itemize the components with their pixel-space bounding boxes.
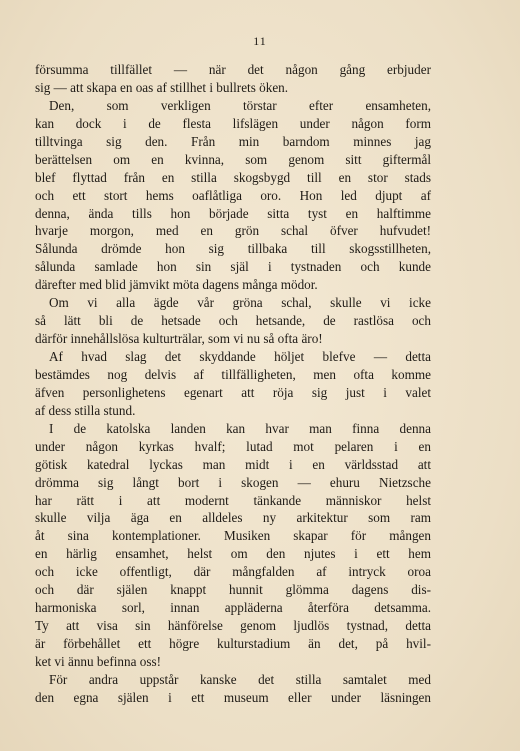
text-line: har rätt i att modernt tänkande människor helst (35, 492, 431, 508)
text-line: därför innehållslösa kulturträlar, som vi nu så ofta äro! (35, 331, 323, 347)
text-line: berättelsen om en kvinna, som genom sitt giftermål (35, 151, 431, 167)
text-line: harmoniska sorl, innan appläderna återföra detsamma. (35, 600, 431, 616)
page-number: 11 (253, 34, 267, 48)
text-line: äfven personlighetens egenart att röja sig just i valet (35, 384, 431, 400)
text-line: sålunda samlade hon sin själ i tystnaden och kunde (35, 259, 431, 275)
text-line: är förbehållet ett högre kulturstadium än det, på hvil- (35, 636, 431, 651)
text-line: en härlig ensamhet, helst om den njutes i ett hem (35, 546, 431, 562)
text-line: ket vi ännu befinna oss! (35, 653, 161, 669)
text-line: skulle vilja äga en alldeles ny arkitektur som ram (35, 510, 431, 526)
text-line: bestämdes nog delvis af tillfälligheten, men ofta komme (35, 366, 431, 382)
text-line: drömma sig långt bort i skogen — ehuru Nietzsche (35, 474, 431, 490)
text-line: denna, ända tills hon började sitta tyst en halftimme (35, 205, 431, 221)
body-text (35, 61, 431, 707)
text-line: och icke offentligt, där mångfalden af intryck oroa (35, 564, 431, 580)
text-line: tilltvinga sig den. Från min barndom minnes jag (35, 133, 431, 149)
text-line: och där själen knappt hunnit glömma dagens dis- (35, 582, 431, 598)
text-line: Om vi alla ägde vår gröna schal, skulle vi icke (49, 295, 431, 311)
text-line: Sålunda drömde hon sig tillbaka till skogsstillheten, (35, 241, 431, 257)
text-line: blef flyttad från en stilla skogsbygd till en stor stads (35, 169, 431, 185)
text-line: Ty att visa sin hänförelse genom ljudlös tystnad, detta (35, 618, 431, 634)
text-line: åt sina kontemplationer. Musiken skapar för mången (35, 528, 431, 544)
text-line: För andra uppstår kanske det stilla samtalet med (49, 671, 431, 687)
text-line: kan dock i de flesta lifslägen under någon form (35, 115, 431, 131)
text-line: hvarje morgon, med en grön schal öfver hufvudet! (35, 223, 431, 239)
text-line: under någon kyrkas hvalf; lutad mot pelaren i en (35, 438, 431, 454)
text-line: försumma tillfället — när det någon gång erbjuder (35, 62, 431, 77)
text-line: därefter med blid jämvikt möta dagens många mödor. (35, 277, 318, 293)
text-line: götisk katedral lyckas man midt i en världsstad att (35, 456, 431, 472)
text-line: I de katolska landen kan hvar man finna denna (49, 420, 431, 436)
text-line: den egna själen i ett museum eller under läsningen (35, 689, 431, 705)
text-line: Den, som verkligen törstar efter ensamheten, (49, 97, 431, 113)
text-line: sig — att skapa en oas af stillhet i bullrets öken. (35, 79, 289, 95)
text-line: och ett stort hems oaflåtliga oro. Hon led djupt af (35, 187, 431, 203)
text-line: så lätt bli de hetsade och hetsande, de rastlösa och (35, 313, 431, 329)
text-line: af dess stilla stund. (35, 402, 136, 418)
text-line: Af hvad slag det skyddande höljet blefve — detta (49, 349, 431, 364)
